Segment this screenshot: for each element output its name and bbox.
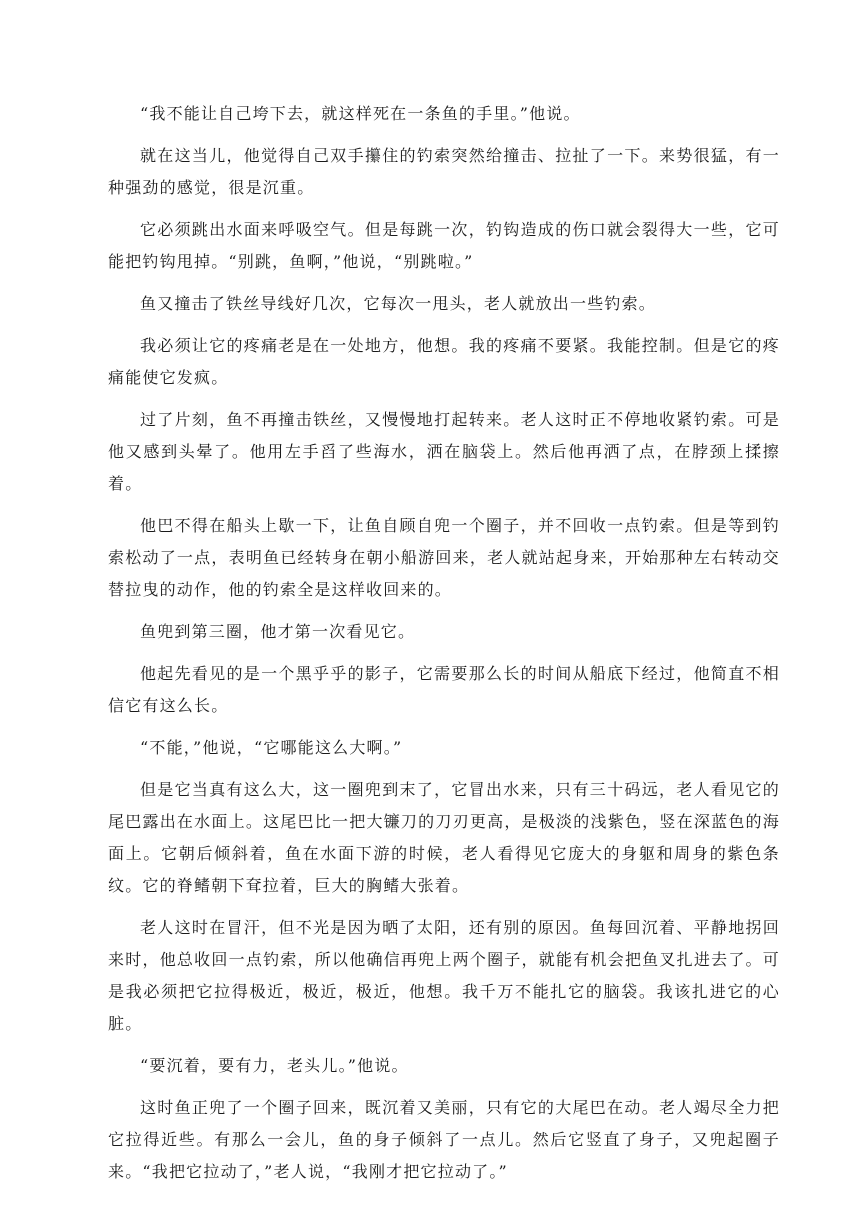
paragraph-7: 他巴不得在船头上歇一下，让鱼自顾自兜一个圈子，并不回收一点钓索。但是等到钓索松动了一点，表明鱼已经转身在朝小船游回来，老人就站起身来，开始那种左右转动交替拉曳的动作，他的钓索全是这样收回来的。 — [108, 516, 780, 599]
paragraph-5: 我必须让它的疼痛老是在一处地方，他想。我的疼痛不要紧。我能控制。但是它的疼痛能使它发疯。 — [108, 336, 780, 387]
paragraph-6: 过了片刻，鱼不再撞击铁丝，又慢慢地打起转来。老人这时正不停地收紧钓索。可是他又感到头晕了。他用左手舀了些海水，洒在脑袋上。然后他再洒了点，在脖颈上揉擦着。 — [108, 410, 780, 493]
paragraph-3: 它必须跳出水面来呼吸空气。但是每跳一次，钓钩造成的伤口就会裂得大一些，它可能把钓钩甩掉。“别跳，鱼啊，”他说，“别跳啦。” — [108, 220, 780, 271]
document-page — [108, 98, 780, 1198]
paragraph-4: 鱼又撞击了铁丝导线好几次，它每次一甩头，老人就放出一些钓索。 — [140, 294, 657, 313]
paragraph-10: “不能，”他说，“它哪能这么大啊。” — [140, 738, 403, 757]
paragraph-14: 这时鱼正兜了一个圈子回来，既沉着又美丽，只有它的大尾巴在动。老人竭尽全力把它拉得近些。有那么一会儿，鱼的身子倾斜了一点儿。然后它竖直了身子，又兜起圈子来。“我把它拉动了，”老人说，“我刚才把它拉动了。” — [108, 1098, 780, 1181]
paragraph-11: 但是它当真有这么大，这一圈兜到末了，它冒出水来，只有三十码远，老人看见它的尾巴露出在水面上。这尾巴比一把大镰刀的刀刃更高，是极淡的浅紫色，竖在深蓝色的海面上。它朝后倾斜着，鱼在水面下游的时候，老人看得见它庞大的身躯和周身的紫色条纹。它的脊鳍朝下耷拉着，巨大的胸鳍大张着。 — [108, 780, 780, 895]
paragraph-9: 他起先看见的是一个黑乎乎的影子，它需要那么长的时间从船底下经过，他简直不相信它有这么长。 — [108, 664, 780, 715]
paragraph-12: 老人这时在冒汗，但不光是因为晒了太阳，还有别的原因。鱼每回沉着、平静地拐回来时，他总收回一点钓索，所以他确信再兜上两个圈子，就能有机会把鱼叉扎进去了。可是我必须把它拉得极近，极近，极近，他想。我千万不能扎它的脑袋。我该扎进它的心脏。 — [108, 918, 780, 1033]
paragraph-1: “我不能让自己垮下去，就这样死在一条鱼的手里。”他说。 — [140, 104, 581, 123]
paragraph-8: 鱼兜到第三圈，他才第一次看见它。 — [140, 622, 416, 641]
paragraph-2: 就在这当儿，他觉得自己双手攥住的钓索突然给撞击、拉扯了一下。来势很猛，有一种强劲的感觉，很是沉重。 — [108, 146, 780, 197]
paragraph-13: “要沉着，要有力，老头儿。”他说。 — [140, 1056, 409, 1075]
